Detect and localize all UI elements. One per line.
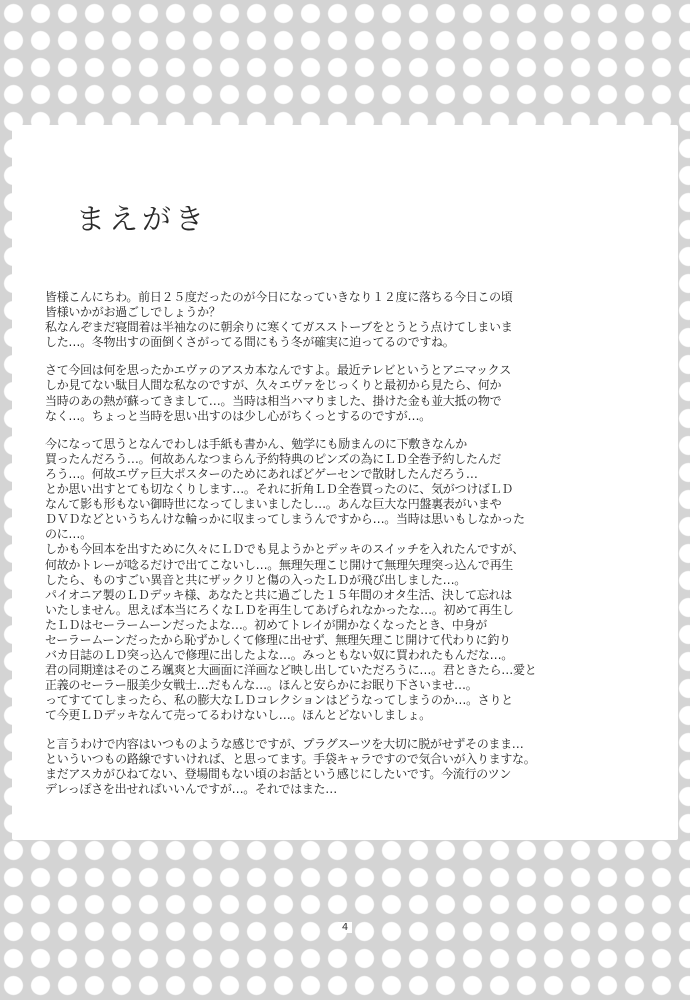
text-line: さて今回は何を思ったかエヴァのアスカ本なんですよ。最近テレビというとアニマックス — [45, 363, 511, 378]
text-line: のに…。 — [45, 527, 92, 542]
text-line: ろう…。何故エヴァ巨大ポスターのためにあればどゲーセンで散財したんだろう… — [45, 466, 478, 481]
text-line: 君の同期達はそのころ颯爽と大画面に洋画など映し出していただろうに…。君ときたら…愛と — [45, 663, 537, 678]
text-line: セーラームーンだったから恥ずかしくて修理に出せず、無理矢理こじ開けて代わりに釣り — [45, 632, 511, 647]
text-line: とか思い出すとても切なくりします…。それに折角ＬＤ全巻買ったのに、気がつけばＬＤ — [45, 482, 514, 497]
text-line: て今更ＬＤデッキなんて売ってるわけないし…。ほんとどないしましょ。 — [45, 708, 431, 723]
paragraph — [45, 737, 651, 797]
paragraph — [45, 363, 651, 423]
text-line: なんて影も形もない御時世になってしまいましたし…。あんな巨大な円盤裏表がいまや — [45, 497, 502, 512]
page-number: 4 — [338, 922, 352, 933]
text-line: したら、ものすごい異音と共にザックリと傷の入ったＬＤが飛び出しました…。 — [45, 572, 466, 587]
text-line: 何故かトレーが唸るだけで出てこないし…。無理矢理こじ開けて無理矢理突っ込んで再生 — [45, 557, 514, 572]
text-line: 買ったんだろう…。何故あんなつまらん予約特典のピンズの為にＬＤ全巻予約したんだ — [45, 451, 501, 466]
text-line: いたしません。思えば本当にろくなＬＤを再生してあげられなかったな…。初めて再生し — [45, 602, 514, 617]
text-line: 今になって思うとなんでわしは手紙も書かん、勉学にも励まんのに下敷きなんか — [45, 436, 467, 451]
text-line: しかも今回本を出すために久々にＬＤでも見ようかとデッキのスイッチを入れたんですが、 — [45, 542, 524, 557]
text-line: 皆様いかがお過ごしでしょうか？ — [45, 305, 221, 320]
foreword-body — [45, 290, 651, 810]
text-panel — [12, 125, 678, 840]
text-line: 私なんぞまだ寝間着は半袖なのに朝余りに寒くてガスストーブをとうとう点けてしまいま — [45, 320, 513, 335]
text-line: 正義のセーラー服美少女戦士…だもんな…。ほんと安らかにお眠り下さいませ…。 — [45, 678, 478, 693]
text-line: まだアスカがひねてない、登場間もない頃のお話という感じにしたいです。今流行のツン — [45, 766, 512, 781]
text-line: と言うわけで内容はいつものような感じですが、プラグスーツを大切に脱がせずそのまま… — [45, 736, 524, 751]
text-line: ってすててしまったら、私の膨大なＬＤコレクションはどうなってしまうのか…。さりと — [45, 693, 513, 708]
page-title: まえがき — [76, 202, 209, 236]
text-line: たＬＤはセーラームーンだったよな…。初めてトレイが開かなくなったとき、中身が — [45, 617, 487, 632]
text-line: 当時のあの熱が蘇ってきまして…。当時は相当ハマりました、掛けた金も並大抵の物で — [45, 393, 502, 408]
text-line: しか見てない駄目人間な私なのですが、久々エヴァをじっくりと最初から見たら、何か — [45, 378, 502, 393]
text-line: 皆様こんにちわ。前日２５度だったのが今日になっていきなり１２度に落ちる今日この頃 — [45, 290, 513, 304]
paragraph — [45, 437, 651, 724]
paragraph — [45, 290, 651, 350]
text-line: バカ日誌のＬＤ突っ込んで修理に出したよな…。みっともない奴に買われたもんだな…。 — [45, 648, 514, 663]
text-line: ＤＶＤなどというちんけな輪っかに収まってしまうんですから…。当時は思いもしなかった — [45, 512, 525, 527]
text-line: なく…。ちょっと当時を思い出すのは少し心がちくっとするのですが…。 — [45, 408, 431, 423]
text-line: した…。冬物出すの面倒くさがってる間にもう冬が確実に迫ってるのですね。 — [45, 335, 455, 350]
text-line: パイオニア製のＬＤデッキ様、あなたと共に過ごした１５年間のオタ生活、決して忘れは — [45, 587, 512, 602]
text-line: といういつもの路線ですいけれぱ、と思ってます。手袋キャラですので気合いが入りますな。 — [45, 751, 536, 766]
text-line: デレっぽさを出せればいいんですが…。それではまた… — [45, 781, 337, 796]
